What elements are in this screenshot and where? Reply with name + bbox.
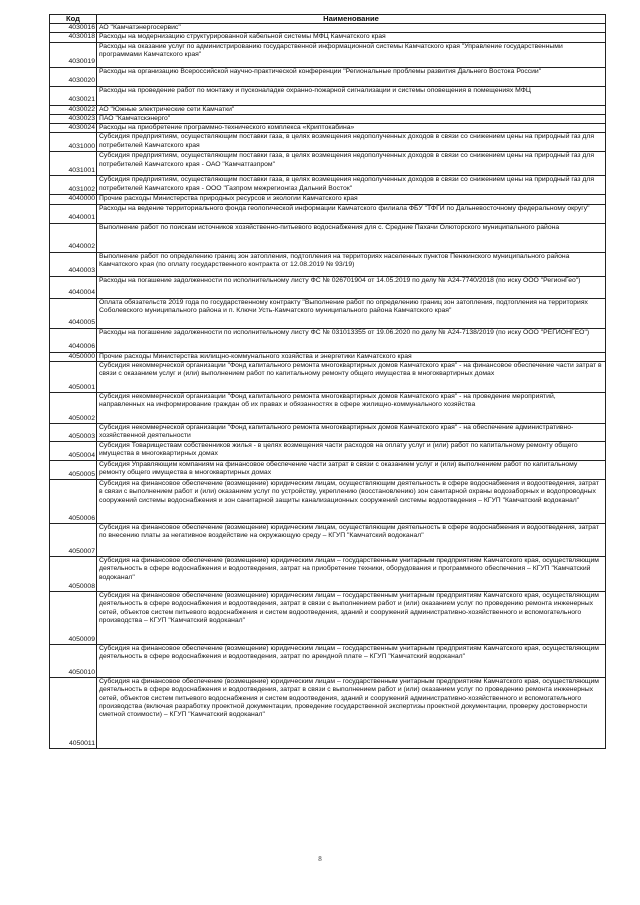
table-row (50, 362, 606, 393)
table-row (50, 133, 606, 152)
row-code: 4050011 (50, 678, 97, 749)
page-number: 8 (318, 855, 322, 863)
row-name: Расходы на оказание услуг по администрированию государственной информационной системы Камчатского края "Управление государственными программами Камчатского края" (97, 42, 606, 67)
table-row (50, 328, 606, 352)
row-name: Субсидия на финансовое обеспечение (возмещение) юридическим лицам – государственным унитарным предприятиям Камчатского края, осуществляющим деятельность в сфере водоснабжения и водоотведения, затрат на приобретение техники, оборудования и программного обеспечения – КГУП "Камчатский водоканал" (97, 557, 606, 592)
header-name: Наименование (97, 15, 606, 24)
row-code: 4030023 (50, 114, 97, 123)
row-code: 4050001 (50, 362, 97, 393)
row-code: 4030022 (50, 105, 97, 114)
table-row (50, 276, 606, 298)
table-row (50, 124, 606, 133)
table-row (50, 114, 606, 123)
row-code: 4050006 (50, 480, 97, 524)
table-row (50, 678, 606, 749)
row-code: 4040001 (50, 204, 97, 223)
row-code: 4031002 (50, 176, 97, 195)
row-name: Субсидия некоммерческой организации "Фонд капитального ремонта многоквартирных домов Камчатского края" - на проведение мероприятий, направленных на информирование граждан об их правах и обязанностях в сфере жилищно-коммунального хозяйства (97, 393, 606, 424)
table-row (50, 24, 606, 33)
row-name: АО "Южные электрические сети Камчатки" (97, 105, 606, 114)
row-name: Субсидия на финансовое обеспечение (возмещение) юридическим лицам – государственным унитарным предприятиям Камчатского края, осуществляющим деятельность в сфере водоснабжения и водоотведения, затрат по арендной плате – КГУП "Камчатский водоканал" (97, 645, 606, 678)
row-code: 4050007 (50, 524, 97, 557)
row-name: Субсидия на финансовое обеспечение (возмещение) юридическим лицам – государственным унитарным предприятиям Камчатского края, осуществляющим деятельность в сфере водоснабжения и водоотведения, затрат в связи с выполнением работ и (или) оказанием услуг по проведению ремонта инженерных сетей, объектов систем питьевого водоснабжения и систем водоотведения, зданий и сооружений административно-хозяйственного и вспомогательного производства – КГУП "Камчатский водоканал" (97, 592, 606, 645)
row-code: 4050002 (50, 393, 97, 424)
table-row (50, 557, 606, 592)
row-name: Расходы на приобретение программно-технического комплекса «Криптокабина» (97, 124, 606, 133)
table-row (50, 86, 606, 105)
row-code: 4040003 (50, 252, 97, 276)
row-name: Субсидия некоммерческой организации "Фонд капитального ремонта многоквартирных домов Камчатского края" - на финансовое обеспечение части затрат в связи с оказанием услуг и (или) выполнением работ по капитальному ремонту общего имущества в многоквартирных домах (97, 362, 606, 393)
table-row (50, 480, 606, 524)
table-row (50, 424, 606, 442)
row-name: Субсидия Управляющим компаниям на финансовое обеспечение части затрат в связи с оказанием услуг и (или) выполнением работ по капитальному ремонту общего имущества в многоквартирных домах (97, 461, 606, 480)
budget-codes-table (49, 14, 606, 749)
row-name: Расходы на проведение работ по монтажу и пусконаладке охранно-пожарной сигнализации и системы оповещения в помещениях МФЦ (97, 86, 606, 105)
row-code: 4031001 (50, 152, 97, 176)
table-row (50, 176, 606, 195)
table-row (50, 592, 606, 645)
table-row (50, 461, 606, 480)
table-header-row (50, 15, 606, 24)
table-row (50, 645, 606, 678)
table-row (50, 524, 606, 557)
row-code: 4040000 (50, 195, 97, 204)
row-name: Оплата обязательств 2019 года по государственному контракту "Выполнение работ по определению границ зон затопления, подтопления на территориях Соболевского муниципального района и п. Ключи Усть-Камчатского муниципального района Камчатского края" (97, 298, 606, 328)
row-code: 4050008 (50, 557, 97, 592)
header-code: Код (50, 15, 97, 24)
row-name: АО "Камчатэнергосервис" (97, 24, 606, 33)
row-name: Выполнение работ по определению границ зон затопления, подтопления на территориях населенных пунктов Пенжинского муниципального района Камчатского края (по оплату государственного контракта от 12.08.2019 № 93/19) (97, 252, 606, 276)
table-row (50, 42, 606, 67)
table-row (50, 298, 606, 328)
table-row (50, 33, 606, 42)
row-name: Субсидия на финансовое обеспечение (возмещение) юридическим лицам, осуществляющим деятельность в сфере водоснабжения и водоотведения, затрат по внесению платы за негативное воздействие на окружающую среду – КГУП "Камчатский водоканал" (97, 524, 606, 557)
row-name: Расходы на модернизацию структурированной кабельной системы МФЦ Камчатского края (97, 33, 606, 42)
row-code: 4050010 (50, 645, 97, 678)
table-row (50, 105, 606, 114)
table-body (50, 24, 606, 749)
row-code: 4030018 (50, 33, 97, 42)
document-sheet (49, 14, 605, 749)
row-name: Выполнение работ по поискам источников хозяйственно-питьевого водоснабжения для с. Средние Пахачи Олюторского муниципального района (97, 223, 606, 252)
row-name: Расходы на погашение задолженности по исполнительному листу ФС № 031013355 от 19.06.2020 по делу № А24-7138/2019 (по иску ООО "РЕГИОНГЕО") (97, 328, 606, 352)
row-code: 4030021 (50, 86, 97, 105)
row-code: 4050003 (50, 424, 97, 442)
row-code: 4030016 (50, 24, 97, 33)
row-name: Субсидия некоммерческой организации "Фонд капитального ремонта многоквартирных домов Камчатского края" - на обеспечение административно-хозяйственной деятельности (97, 424, 606, 442)
table-row (50, 223, 606, 252)
row-name: Субсидия предприятиям, осуществляющим поставки газа, в целях возмещения недополученных доходов в связи со снижением цены на природный газ для потребителей Камчатского края - ОАО "Камчатгазпром" (97, 152, 606, 176)
table-row (50, 393, 606, 424)
row-code: 4030020 (50, 67, 97, 86)
row-name: Субсидия предприятиям, осуществляющим поставки газа, в целях возмещения недополученных доходов в связи со снижением цены на природный газ для потребителей Камчатского края - ООО "Газпром межрегионгаз Дальний Восток" (97, 176, 606, 195)
row-name: Расходы на погашение задолженности по исполнительному листу ФС № 026701904 от 14.05.2019 по делу № А24-7740/2018 (по иску ООО "РегионГео") (97, 276, 606, 298)
table-row (50, 252, 606, 276)
row-code: 4030019 (50, 42, 97, 67)
table-row (50, 152, 606, 176)
row-name: Субсидия на финансовое обеспечение (возмещение) юридическим лицам, осуществляющим деятельность в сфере водоснабжения и водоотведения, затрат в связи с выполнением работ и (или) оказанием услуг по устройству, укреплению (восстановлению) зон санитарной охраны водозаборных и водопроводных сооружений системы водоснабжения и зон санитарной защиты канализационных сооружений системы водоотведения – КГУП "Камчатский водоканал" (97, 480, 606, 524)
table-row (50, 204, 606, 223)
row-code: 4040005 (50, 298, 97, 328)
row-name: Расходы на организацию Всероссийской научно-практической конференции "Региональные проблемы развития Дальнего Востока России" (97, 67, 606, 86)
row-code: 4031000 (50, 133, 97, 152)
row-code: 4050005 (50, 461, 97, 480)
row-name: Субсидия Товариществам собственников жилья - в целях возмещения части расходов на оплату услуг и (или) работ по капитальному ремонту общего имущества в многоквартирных домах (97, 442, 606, 461)
row-name: Прочие расходы Министерства природных ресурсов и экологии Камчатского края (97, 195, 606, 204)
row-name: Прочие расходы Министерства жилищно-коммунального хозяйства и энергетики Камчатского края (97, 352, 606, 361)
table-row (50, 352, 606, 361)
row-code: 4050000 (50, 352, 97, 361)
row-code: 4040006 (50, 328, 97, 352)
row-code: 4040002 (50, 223, 97, 252)
row-code: 4030024 (50, 124, 97, 133)
row-code: 4040004 (50, 276, 97, 298)
row-name: ПАО "Камчатскэнерго" (97, 114, 606, 123)
row-code: 4050004 (50, 442, 97, 461)
row-name: Расходы на ведение территориального фонда геологической информации Камчатского филиала ФБУ "ТФГИ по Дальневосточному федеральному округу" (97, 204, 606, 223)
table-row (50, 442, 606, 461)
row-code: 4050009 (50, 592, 97, 645)
table-row (50, 195, 606, 204)
table-row (50, 67, 606, 86)
row-name: Субсидия предприятиям, осуществляющим поставки газа, в целях возмещения недополученных доходов в связи со снижением цены на природный газ для потребителей Камчатского края (97, 133, 606, 152)
row-name: Субсидия на финансовое обеспечение (возмещение) юридическим лицам – государственным унитарным предприятиям Камчатского края, осуществляющим деятельность в сфере водоснабжения и водоотведения, затрат в связи с выполнением работ и (или) оказанием услуг по проведению ремонта инженерных сетей, объектов систем питьевого водоснабжения и систем водоотведения, зданий и сооружений административно-хозяйственного и вспомогательного производства (включая разработку проектной документации, проведение государственной экспертизы проектной документации, проверку достоверности сметной стоимости) – КГУП "Камчатский водоканал" (97, 678, 606, 749)
